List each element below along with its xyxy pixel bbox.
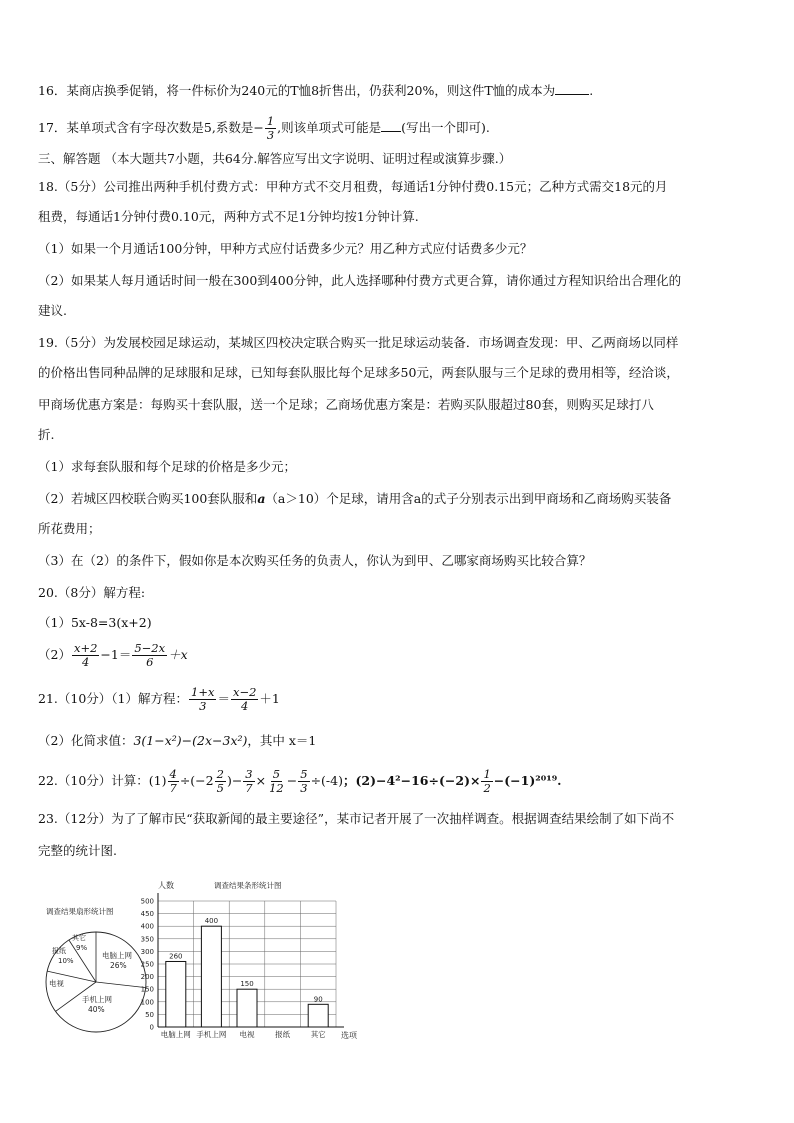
question-17-text: 17．某单项式含有字母次数是5,系数是 — [38, 120, 254, 135]
bar-value-label: 400 — [204, 917, 219, 926]
question-19-part-2 — [38, 490, 671, 508]
coefficient-sign: − — [253, 120, 264, 135]
fraction-denominator: 2 — [483, 781, 491, 795]
fraction — [215, 768, 226, 795]
question-18-part-2-cont: 建议. — [38, 303, 67, 318]
x-tick-label: 其它 — [310, 1030, 326, 1039]
x-tick-label: 报纸 — [275, 1030, 291, 1039]
question-19-line-2: 的价格出售同种品牌的足球服和足球，已知每套队服比每个足球多50元，两套队服与三个足球的费用相等，经洽谈， — [38, 365, 679, 380]
fraction-numerator: 1+x — [191, 685, 215, 699]
y-tick-labels — [141, 898, 154, 1032]
question-16-end: . — [589, 83, 594, 98]
fraction — [298, 768, 309, 795]
bar-value-label: 150 — [240, 980, 254, 989]
question-16 — [38, 82, 593, 100]
question-20-part-2 — [38, 638, 188, 672]
fraction-numerator: 3 — [245, 767, 253, 781]
pie-percent: 40% — [88, 1005, 105, 1014]
y-tick-label: 400 — [140, 922, 154, 931]
part-2-expression: ；(2)−4²−16÷(−2)× — [342, 773, 481, 788]
equals-sign: ＝ — [217, 691, 230, 706]
operator: × — [255, 773, 267, 788]
question-19-line-4: 折. — [38, 427, 55, 442]
pie-percent: 10% — [58, 957, 74, 965]
fraction-denominator: 3 — [266, 128, 275, 142]
fraction — [481, 768, 492, 795]
question-22 — [38, 764, 562, 798]
question-19-part-3: （3）在（2）的条件下，假如你是本次购买任务的负责人，你认为到甲、乙哪家商场购买比较合算？ — [38, 553, 592, 568]
question-21-heading: 21.（10分）（1）解方程： — [38, 691, 188, 706]
fraction-denominator: 6 — [146, 655, 154, 669]
question-19-line-3: 甲商场优惠方案是：每购买十套队服，送一个足球；乙商场优惠方案是：若购买队服超过80套，则购买足球打八 — [38, 397, 654, 412]
question-21-part-1 — [38, 682, 280, 716]
question-20-part-1: （1）5x-8=3(x+2) — [38, 615, 152, 630]
answer-blank[interactable] — [381, 119, 401, 132]
pie-label: 其它 — [72, 934, 86, 942]
fraction-numerator: 1 — [266, 114, 275, 128]
question-19-part-2-cont: 所花费用； — [38, 521, 101, 536]
operator: ÷(-4) — [310, 773, 343, 788]
question-23-line-1: 23.（12分）为了了解市民“获取新闻的最主要途径”，某市记者开展了一次抽样调查。根据调查结果绘制了如下尚不 — [38, 811, 675, 826]
bar-chart — [136, 876, 386, 1056]
chart-title: 调查结果条形统计图 — [214, 881, 282, 890]
bar — [308, 1004, 328, 1027]
pie-percent: 9% — [76, 944, 88, 952]
x-axis-label: 选项 — [341, 1031, 357, 1040]
fraction-numerator: 4 — [169, 767, 177, 781]
y-tick-label: 350 — [140, 935, 154, 944]
question-22-heading: 22.（10分）计算：(1) — [38, 773, 167, 788]
y-tick-label: 0 — [149, 1023, 154, 1032]
fraction-numerator: 5 — [300, 767, 308, 781]
part-2-tail: −(−1)²⁰¹⁹. — [493, 773, 562, 788]
part-label: （2）化简求值： — [38, 733, 134, 748]
fraction-denominator: 12 — [269, 781, 284, 795]
coefficient-fraction — [265, 115, 276, 142]
fraction — [231, 686, 258, 713]
x-tick-labels — [161, 1029, 326, 1039]
fraction — [267, 768, 286, 795]
question-18-part-1: （1）如果一个月通话100分钟，甲种方式应付话费多少元？用乙种方式应付话费多少元？ — [38, 241, 533, 256]
y-tick-label: 300 — [140, 947, 154, 956]
question-19-line-1: 19.（5分）为发展校园足球运动，某城区四校决定联合购买一批足球运动装备．市场调查发现：甲、乙两商场以同样 — [38, 335, 679, 350]
y-tick-label: 250 — [140, 960, 154, 969]
fraction-numerator: x+2 — [73, 641, 98, 655]
variable-a: a — [257, 491, 266, 506]
x-tick-label: 电视 — [239, 1030, 255, 1039]
expression: 3(1−x²)−(2x−3x²) — [133, 733, 248, 748]
equation-end: ＋1 — [259, 691, 280, 706]
pie-chart — [38, 900, 148, 1050]
fraction-numerator: 1 — [483, 767, 491, 781]
equation-end: ＋x — [168, 647, 188, 662]
fraction — [132, 642, 167, 669]
condition: ，其中 x＝1 — [247, 733, 317, 748]
fraction — [168, 768, 179, 795]
fraction-denominator: 4 — [241, 699, 249, 713]
y-tick-label: 150 — [140, 985, 154, 994]
y-tick-label: 500 — [140, 897, 154, 906]
bar — [166, 961, 186, 1027]
y-tick-label: 200 — [140, 973, 154, 982]
fraction-denominator: 3 — [199, 699, 207, 713]
part-2-text: （2）若城区四校联合购买100套队服和 — [38, 491, 258, 506]
answer-blank[interactable] — [555, 82, 589, 95]
fraction-denominator: 7 — [245, 781, 253, 795]
fraction — [243, 768, 254, 795]
fraction-numerator: 2 — [216, 767, 224, 781]
bar-value-label: 90 — [313, 995, 323, 1004]
y-axis-label: 人数 — [158, 881, 174, 890]
bar-value-label: 260 — [169, 952, 183, 961]
x-tick-label: 电脑上网 — [160, 1030, 191, 1039]
pie-label: 手机上网 — [82, 995, 112, 1004]
fraction-denominator: 4 — [82, 655, 90, 669]
variable-condition: （a＞10） — [265, 491, 327, 506]
fraction-numerator: 5 — [272, 767, 281, 781]
fraction-denominator: 3 — [300, 781, 308, 795]
y-tick-label: 450 — [140, 910, 154, 919]
question-23-line-2: 完整的统计图. — [38, 843, 117, 858]
operator: − — [286, 773, 298, 788]
y-tick-label: 100 — [140, 998, 154, 1007]
part-label: （2） — [38, 647, 71, 662]
fraction — [72, 642, 99, 669]
fraction-denominator: 7 — [169, 781, 177, 795]
pie-label: 电视 — [49, 979, 64, 988]
part-2-text-2: 个足球，请用含a的式子分别表示出到甲商场和乙商场购买装备 — [326, 491, 672, 506]
fraction — [189, 686, 216, 713]
pie-label: 电脑上网 — [102, 951, 132, 960]
pie-percent: 26% — [110, 961, 127, 970]
operator: ÷(−2 — [179, 773, 214, 788]
bar — [237, 989, 257, 1027]
question-17-text-2: ,则该单项式可能是 — [277, 120, 382, 135]
bar — [201, 926, 221, 1027]
question-17 — [38, 114, 490, 142]
pie-title: 调查结果扇形统计图 — [46, 907, 114, 916]
pie-label: 报纸 — [52, 947, 66, 955]
question-21-part-2 — [38, 732, 316, 750]
fraction-numerator: x−2 — [232, 685, 257, 699]
question-17-hint: (写出一个即可). — [401, 120, 490, 135]
equation-middle: −1＝ — [100, 647, 132, 662]
section-heading: 三、解答题 （本大题共7小题，共64分.解答应写出文字说明、证明过程或演算步骤.） — [38, 151, 512, 166]
question-18-part-2: （2）如果某人每月通话时间一般在300到400分钟，此人选择哪种付费方式更合算，请你通过方程知识给出合理化的 — [38, 273, 682, 288]
question-19-part-1: （1）求每套队服和每个足球的价格是多少元； — [38, 459, 296, 474]
question-20-heading: 20.（8分）解方程: — [38, 585, 146, 600]
y-tick-label: 50 — [145, 1010, 154, 1019]
chart-bars — [166, 917, 328, 1027]
fraction-denominator: 5 — [216, 781, 224, 795]
operator: )− — [226, 773, 243, 788]
question-18-line-1: 18.（5分）公司推出两种手机付费方式：甲种方式不交月租费，每通话1分钟付费0.15元；乙种方式需交18元的月 — [38, 179, 668, 194]
question-16-text: 16．某商店换季促销，将一件标价为240元的T恤8折售出，仍获利20%，则这件T恤的成本为 — [38, 83, 556, 98]
question-18-line-2: 租费，每通话1分钟付费0.10元，两种方式不足1分钟均按1分钟计算. — [38, 209, 419, 224]
fraction-numerator: 5−2x — [134, 641, 166, 655]
x-tick-label: 手机上网 — [196, 1030, 227, 1039]
